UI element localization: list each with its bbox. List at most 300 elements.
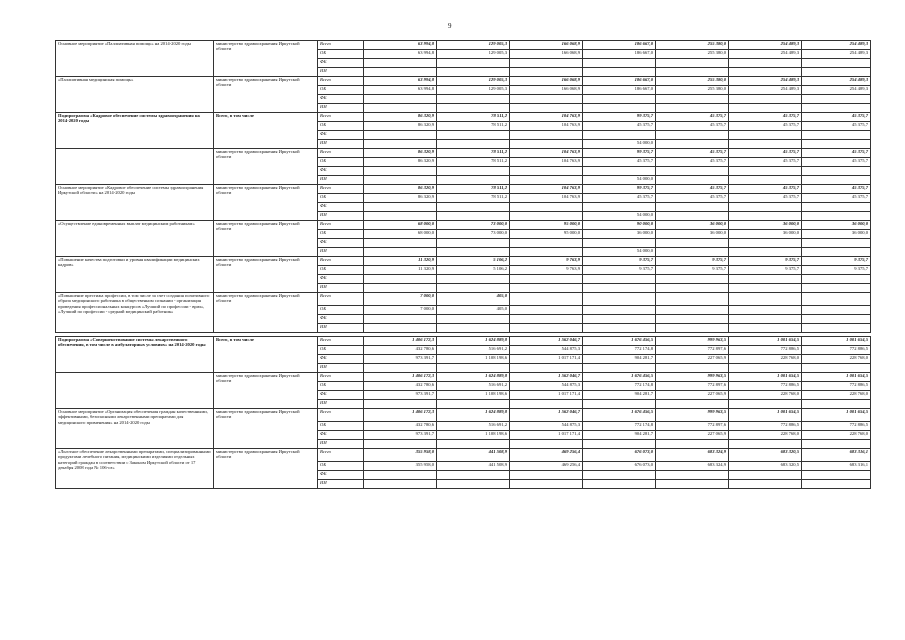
funding-source: ФБ	[318, 167, 364, 176]
amount-cell	[802, 203, 871, 212]
amount-cell: 254 489,3	[802, 41, 871, 50]
amount-cell	[656, 203, 729, 212]
amount-cell	[729, 140, 802, 149]
amount-cell: 104 763,9	[510, 113, 583, 122]
amount-cell: 5 106,2	[437, 257, 510, 266]
program-description: Основное мероприятие «Организация обеспечения граждан качественными, эффективными, безопасными лекарственными препаратами для медицинского применения» на 2014-2020 годы	[56, 409, 214, 449]
amount-cell	[656, 364, 729, 373]
amount-cell	[583, 131, 656, 140]
amount-cell: 86 320,9	[364, 158, 437, 167]
amount-cell	[802, 324, 871, 333]
amount-cell: 86 320,9	[364, 185, 437, 194]
table-row	[56, 409, 871, 422]
table-row	[56, 185, 871, 194]
amount-cell: 36 000,0	[729, 230, 802, 239]
funding-source: ОБ	[318, 346, 364, 355]
amount-cell	[437, 203, 510, 212]
amount-cell: 1 108 198,6	[437, 431, 510, 440]
amount-cell	[656, 471, 729, 480]
amount-cell: 166 068,9	[510, 41, 583, 50]
amount-cell: 36 000,0	[656, 230, 729, 239]
amount-cell: 45 375,7	[656, 194, 729, 203]
amount-cell: 254 489,3	[729, 77, 802, 86]
amount-cell: 772 886,5	[729, 382, 802, 391]
funding-source: ФБ	[318, 391, 364, 400]
amount-cell: 469 256,4	[510, 449, 583, 462]
amount-cell: 1 624 889,8	[437, 337, 510, 346]
amount-cell	[802, 306, 871, 315]
amount-cell: 11 320,9	[364, 257, 437, 266]
amount-cell: 1 001 654,5	[802, 409, 871, 422]
program-description: Подпрограмма «Совершенствование системы лекарственного обеспечения, в том числе в амбулаторных условиях» на 2014-2020 годы	[56, 337, 214, 373]
amount-cell: 973 391,7	[364, 391, 437, 400]
amount-cell	[437, 104, 510, 113]
amount-cell	[364, 248, 437, 257]
funding-source: ОБ	[318, 230, 364, 239]
amount-cell: 772 897,6	[656, 422, 729, 431]
amount-cell: 9 375,7	[656, 257, 729, 266]
amount-cell	[437, 440, 510, 449]
amount-cell: 36 000,0	[656, 221, 729, 230]
amount-cell: 9 375,7	[729, 266, 802, 275]
amount-cell: 104 763,9	[510, 149, 583, 158]
amount-cell: 166 068,9	[510, 50, 583, 59]
amount-cell	[510, 104, 583, 113]
responsible-executor: министерство здравоохранения Иркутской области	[214, 149, 318, 185]
amount-cell: 904 281,7	[583, 391, 656, 400]
amount-cell: 54 000,0	[583, 140, 656, 149]
table-row	[56, 113, 871, 122]
amount-cell: 254 489,3	[729, 41, 802, 50]
amount-cell: 78 511,2	[437, 194, 510, 203]
amount-cell	[364, 364, 437, 373]
amount-cell: 973 391,7	[364, 355, 437, 364]
amount-cell: 36 000,0	[802, 221, 871, 230]
amount-cell: 228 768,0	[802, 431, 871, 440]
amount-cell	[510, 239, 583, 248]
amount-cell: 254 489,3	[729, 50, 802, 59]
amount-cell	[364, 400, 437, 409]
amount-cell: 45 375,7	[802, 113, 871, 122]
amount-cell	[802, 293, 871, 306]
amount-cell	[437, 364, 510, 373]
amount-cell: 432 780,6	[364, 382, 437, 391]
amount-cell: 544 875,3	[510, 422, 583, 431]
amount-cell	[510, 306, 583, 315]
amount-cell: 228 768,0	[729, 391, 802, 400]
amount-cell: 432 780,6	[364, 346, 437, 355]
amount-cell: 63 994,8	[364, 41, 437, 50]
amount-cell	[364, 140, 437, 149]
funding-source: ОБ	[318, 422, 364, 431]
amount-cell	[510, 440, 583, 449]
amount-cell	[729, 203, 802, 212]
funding-source: ФБ	[318, 95, 364, 104]
amount-cell	[437, 140, 510, 149]
program-description: Основное мероприятие «Паллиативная помощь» на 2014-2020 годы	[56, 41, 214, 77]
amount-cell	[364, 95, 437, 104]
amount-cell: 9 375,7	[583, 266, 656, 275]
amount-cell	[437, 68, 510, 77]
responsible-executor: министерство здравоохранения Иркутской области	[214, 373, 318, 409]
funding-source: ФБ	[318, 275, 364, 284]
amount-cell	[656, 324, 729, 333]
amount-cell: 516 691,2	[437, 422, 510, 431]
amount-cell: 45 375,7	[729, 122, 802, 131]
amount-cell: 405,0	[437, 293, 510, 306]
amount-cell: 45 375,7	[729, 194, 802, 203]
amount-cell	[510, 400, 583, 409]
amount-cell: 227 065,9	[656, 391, 729, 400]
table-row	[56, 449, 871, 462]
amount-cell	[729, 400, 802, 409]
program-description: «Льготное обеспечение лекарственными препаратами, специализированными продуктами лечебного питания, медицинскими изделиями отдельных категорий граждан в соответствии с Законом Иркутской области от 17 декабря 2008 года № 106-оз»	[56, 449, 214, 489]
amount-cell	[729, 239, 802, 248]
amount-cell	[729, 324, 802, 333]
amount-cell	[656, 275, 729, 284]
amount-cell: 254 489,3	[802, 77, 871, 86]
amount-cell	[364, 315, 437, 324]
amount-cell	[510, 248, 583, 257]
amount-cell: 36 000,0	[802, 230, 871, 239]
amount-cell	[656, 440, 729, 449]
amount-cell	[437, 284, 510, 293]
amount-cell: 1 562 046,7	[510, 337, 583, 346]
amount-cell: 772 174,8	[583, 382, 656, 391]
amount-cell	[364, 212, 437, 221]
amount-cell	[510, 212, 583, 221]
amount-cell	[437, 59, 510, 68]
amount-cell: 772 886,5	[802, 382, 871, 391]
program-description	[56, 149, 214, 185]
amount-cell: 772 886,5	[729, 346, 802, 355]
amount-cell	[802, 59, 871, 68]
amount-cell	[656, 306, 729, 315]
amount-cell: 86 320,9	[364, 113, 437, 122]
amount-cell: 1 624 889,8	[437, 409, 510, 422]
amount-cell	[729, 315, 802, 324]
funding-source: ФБ	[318, 471, 364, 480]
responsible-executor: министерство здравоохранения Иркутской области	[214, 77, 318, 113]
funding-source: ОБ	[318, 50, 364, 59]
amount-cell	[583, 293, 656, 306]
amount-cell: 683 324,9	[656, 449, 729, 462]
amount-cell: 78 511,2	[437, 113, 510, 122]
amount-cell: 255 380,0	[656, 86, 729, 95]
amount-cell	[802, 248, 871, 257]
funding-source: ИИ	[318, 400, 364, 409]
amount-cell: 1 676 456,5	[583, 337, 656, 346]
amount-cell: 1 406 172,3	[364, 373, 437, 382]
funding-source: ИИ	[318, 324, 364, 333]
amount-cell: 1 108 198,6	[437, 355, 510, 364]
amount-cell: 1 001 654,5	[729, 337, 802, 346]
amount-cell	[802, 284, 871, 293]
amount-cell: 5 106,2	[437, 266, 510, 275]
funding-source: ИИ	[318, 480, 364, 489]
funding-source: ИИ	[318, 140, 364, 149]
responsible-executor: министерство здравоохранения Иркутской области	[214, 449, 318, 489]
funding-source: Всего	[318, 449, 364, 462]
amount-cell: 45 375,7	[656, 149, 729, 158]
amount-cell	[437, 95, 510, 104]
amount-cell	[656, 176, 729, 185]
amount-cell: 68 000,0	[364, 230, 437, 239]
amount-cell	[583, 315, 656, 324]
amount-cell	[583, 239, 656, 248]
amount-cell	[802, 275, 871, 284]
amount-cell	[583, 400, 656, 409]
funding-source: Всего	[318, 221, 364, 230]
page-number: 9	[448, 22, 452, 30]
amount-cell: 99 375,7	[583, 185, 656, 194]
amount-cell: 45 375,7	[802, 149, 871, 158]
amount-cell	[656, 131, 729, 140]
amount-cell: 355 958,0	[364, 449, 437, 462]
amount-cell: 104 763,9	[510, 194, 583, 203]
amount-cell	[437, 471, 510, 480]
amount-cell	[364, 275, 437, 284]
amount-cell	[364, 324, 437, 333]
amount-cell: 254 489,3	[802, 50, 871, 59]
amount-cell: 166 068,9	[510, 77, 583, 86]
funding-table	[55, 40, 871, 489]
amount-cell	[802, 315, 871, 324]
table-row	[56, 293, 871, 306]
funding-source: ИИ	[318, 68, 364, 77]
amount-cell: 255 380,0	[656, 41, 729, 50]
amount-cell: 1 017 171,4	[510, 391, 583, 400]
amount-cell: 104 763,9	[510, 158, 583, 167]
amount-cell	[510, 324, 583, 333]
amount-cell	[656, 480, 729, 489]
funding-source: ОБ	[318, 86, 364, 95]
amount-cell: 1 017 171,4	[510, 431, 583, 440]
amount-cell	[656, 248, 729, 257]
funding-source: Всего	[318, 113, 364, 122]
amount-cell: 90 000,0	[583, 221, 656, 230]
amount-cell: 11 320,9	[364, 266, 437, 275]
amount-cell	[364, 440, 437, 449]
amount-cell	[364, 68, 437, 77]
amount-cell	[802, 212, 871, 221]
amount-cell: 73 000,0	[437, 230, 510, 239]
amount-cell	[729, 480, 802, 489]
amount-cell: 45 375,7	[802, 122, 871, 131]
amount-cell: 676 073,0	[583, 462, 656, 471]
funding-source: ФБ	[318, 131, 364, 140]
table-row	[56, 373, 871, 382]
amount-cell: 772 897,6	[656, 382, 729, 391]
amount-cell: 78 511,2	[437, 149, 510, 158]
amount-cell	[583, 364, 656, 373]
amount-cell	[656, 104, 729, 113]
funding-source: Всего	[318, 77, 364, 86]
amount-cell: 254 489,3	[729, 86, 802, 95]
funding-source: ИИ	[318, 364, 364, 373]
funding-source: Всего	[318, 337, 364, 346]
amount-cell: 355 958,0	[364, 462, 437, 471]
funding-source: Всего	[318, 409, 364, 422]
amount-cell	[510, 315, 583, 324]
amount-cell	[510, 176, 583, 185]
amount-cell	[437, 480, 510, 489]
funding-source: ОБ	[318, 462, 364, 471]
amount-cell: 904 281,7	[583, 355, 656, 364]
funding-source: ФБ	[318, 239, 364, 248]
funding-source: ФБ	[318, 355, 364, 364]
funding-source: ФБ	[318, 59, 364, 68]
amount-cell	[802, 364, 871, 373]
amount-cell: 63 994,8	[364, 86, 437, 95]
responsible-executor: министерство здравоохранения Иркутской области	[214, 409, 318, 449]
amount-cell: 45 375,7	[656, 113, 729, 122]
funding-source: ФБ	[318, 203, 364, 212]
amount-cell	[583, 167, 656, 176]
amount-cell	[510, 59, 583, 68]
amount-cell	[510, 284, 583, 293]
amount-cell: 129 005,3	[437, 50, 510, 59]
amount-cell: 45 375,7	[802, 194, 871, 203]
funding-source: ИИ	[318, 212, 364, 221]
amount-cell: 255 380,0	[656, 77, 729, 86]
funding-source: ОБ	[318, 194, 364, 203]
program-description: «Повышение качества подготовки и уровня квалификации медицинских кадров»	[56, 257, 214, 293]
amount-cell	[802, 440, 871, 449]
amount-cell: 683 316,1	[802, 462, 871, 471]
amount-cell: 1 562 046,7	[510, 373, 583, 382]
amount-cell	[583, 59, 656, 68]
amount-cell	[802, 140, 871, 149]
amount-cell	[437, 176, 510, 185]
amount-cell	[510, 364, 583, 373]
funding-source: Всего	[318, 293, 364, 306]
amount-cell	[437, 324, 510, 333]
amount-cell: 54 000,0	[583, 212, 656, 221]
amount-cell	[656, 68, 729, 77]
amount-cell	[437, 248, 510, 257]
amount-cell: 45 375,7	[729, 149, 802, 158]
amount-cell: 676 073,0	[583, 449, 656, 462]
amount-cell: 36 000,0	[729, 221, 802, 230]
amount-cell	[583, 324, 656, 333]
responsible-executor: министерство здравоохранения Иркутской области	[214, 221, 318, 257]
amount-cell	[729, 471, 802, 480]
amount-cell	[656, 59, 729, 68]
amount-cell	[364, 480, 437, 489]
amount-cell: 255 380,0	[656, 50, 729, 59]
amount-cell	[364, 176, 437, 185]
amount-cell: 45 375,7	[656, 122, 729, 131]
responsible-executor: министерство здравоохранения Иркутской области	[214, 185, 318, 221]
funding-source: ОБ	[318, 266, 364, 275]
amount-cell: 36 000,0	[583, 230, 656, 239]
amount-cell	[802, 131, 871, 140]
amount-cell: 1 406 172,3	[364, 409, 437, 422]
amount-cell: 186 667,0	[583, 41, 656, 50]
funding-source: Всего	[318, 41, 364, 50]
amount-cell: 772 886,5	[729, 422, 802, 431]
amount-cell: 63 994,8	[364, 77, 437, 86]
funding-source: ИИ	[318, 284, 364, 293]
amount-cell	[729, 248, 802, 257]
amount-cell	[437, 315, 510, 324]
amount-cell: 1 017 171,4	[510, 355, 583, 364]
amount-cell	[729, 275, 802, 284]
amount-cell: 45 375,7	[729, 158, 802, 167]
amount-cell: 1 562 046,7	[510, 409, 583, 422]
amount-cell	[729, 306, 802, 315]
table-row	[56, 257, 871, 266]
amount-cell: 441 508,9	[437, 449, 510, 462]
amount-cell	[364, 131, 437, 140]
amount-cell: 186 667,0	[583, 50, 656, 59]
amount-cell	[656, 293, 729, 306]
amount-cell: 7 000,0	[364, 306, 437, 315]
amount-cell	[364, 239, 437, 248]
amount-cell	[656, 239, 729, 248]
amount-cell	[729, 364, 802, 373]
amount-cell	[729, 104, 802, 113]
amount-cell: 772 897,6	[656, 346, 729, 355]
funding-source: ОБ	[318, 382, 364, 391]
funding-source: ФБ	[318, 431, 364, 440]
amount-cell: 1 676 456,5	[583, 409, 656, 422]
program-description: Основное мероприятие «Кадровое обеспечение системы здравоохранения Иркутской области» на 2014-2020 годы	[56, 185, 214, 221]
amount-cell: 1 001 654,5	[802, 373, 871, 382]
amount-cell	[510, 203, 583, 212]
amount-cell	[583, 203, 656, 212]
amount-cell: 1 001 654,5	[802, 337, 871, 346]
amount-cell: 9 763,9	[510, 266, 583, 275]
amount-cell: 45 375,7	[656, 185, 729, 194]
amount-cell: 7 000,0	[364, 293, 437, 306]
table-row	[56, 221, 871, 230]
amount-cell: 544 875,3	[510, 346, 583, 355]
amount-cell	[510, 480, 583, 489]
amount-cell	[510, 471, 583, 480]
amount-cell	[437, 167, 510, 176]
amount-cell: 227 065,9	[656, 355, 729, 364]
amount-cell: 99 375,7	[583, 149, 656, 158]
amount-cell	[510, 275, 583, 284]
amount-cell: 516 691,2	[437, 346, 510, 355]
amount-cell	[656, 315, 729, 324]
responsible-executor: министерство здравоохранения Иркутской области	[214, 293, 318, 333]
amount-cell	[583, 440, 656, 449]
amount-cell	[364, 59, 437, 68]
amount-cell	[802, 480, 871, 489]
table-row	[56, 149, 871, 158]
amount-cell	[583, 95, 656, 104]
funding-source: ИИ	[318, 104, 364, 113]
amount-cell: 999 963,5	[656, 409, 729, 422]
amount-cell	[802, 167, 871, 176]
amount-cell: 772 174,8	[583, 346, 656, 355]
amount-cell: 78 511,2	[437, 158, 510, 167]
amount-cell	[364, 104, 437, 113]
funding-source: ИИ	[318, 176, 364, 185]
amount-cell: 441 508,9	[437, 462, 510, 471]
amount-cell	[729, 59, 802, 68]
amount-cell: 432 780,6	[364, 422, 437, 431]
amount-cell	[656, 284, 729, 293]
amount-cell: 772 174,8	[583, 422, 656, 431]
amount-cell: 405,0	[437, 306, 510, 315]
amount-cell	[437, 131, 510, 140]
amount-cell	[729, 284, 802, 293]
amount-cell	[437, 400, 510, 409]
